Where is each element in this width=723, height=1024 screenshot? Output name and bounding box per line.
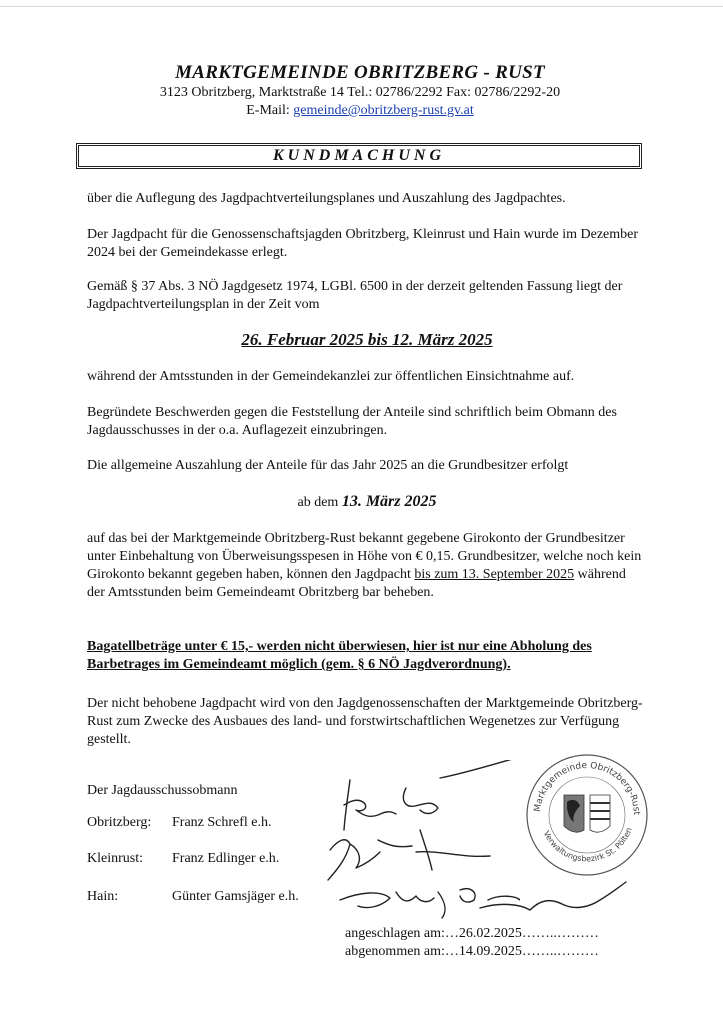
- coat-of-arms-icon: [564, 795, 610, 832]
- signature-row-kleinrust: [87, 851, 279, 867]
- posted-date-line: angeschlagen am:…26.02.2025……..………: [345, 926, 599, 941]
- removed-date-line: abgenommen am:…14.09.2025……..………: [345, 944, 599, 959]
- email-line: [60, 102, 660, 120]
- signature-location: Hain:: [87, 889, 119, 904]
- bank-transfer-text-2: während der Amtsstunden beim Gemeindeamt Obritzberg bar beheben.: [87, 567, 626, 600]
- cash-collection-deadline: bis zum 13. September 2025: [414, 567, 575, 582]
- address-line: 3123 Obritzberg, Marktstraße 14 Tel.: 02786/2292 Fax: 02786/2292-20: [159, 85, 561, 100]
- handwritten-signature-extra: [470, 880, 630, 920]
- announcement-heading: KUNDMACHUNG: [76, 143, 642, 169]
- payout-date-line: [87, 493, 647, 511]
- stamp-text-bottom: Verwaltungsbezirk St. Pölten: [541, 826, 634, 864]
- paragraph-objections: Begründete Beschwerden gegen die Feststellung der Anteile sind schriftlich beim Obmann des Jagdausschusses in der o.a. Auflagezeit einzubringen.: [87, 405, 617, 438]
- bank-transfer-text-1: auf das bei der Marktgemeinde Obritzberg-Rust bekannt gegebene Girokonto der Grundbesitzer unter Einbehaltung von Überweisungsspesen in Höhe von € 0,15. Grundbesitzer, welche noch kein Girokonto bekannt gegeben haben, können den Jagdpacht: [87, 531, 642, 582]
- payout-date: 13. März 2025: [341, 493, 437, 510]
- municipality-title: MARKTGEMEINDE OBRITZBERG - RUST: [175, 62, 545, 83]
- paragraph-legal-basis: Gemäß § 37 Abs. 3 NÖ Jagdgesetz 1974, LGBl. 6500 in der derzeit geltenden Fassung liegt der Jagdpachtverteilungsplan in der Zeit vom: [87, 279, 623, 312]
- paragraph-inspection: während der Amtsstunden in der Gemeindekanzlei zur öffentlichen Einsichtnahme auf.: [87, 369, 575, 384]
- signature-row-hain: [87, 889, 299, 905]
- payout-date-prefix: ab dem: [297, 495, 342, 510]
- signature-name: Günter Gamsjäger e.h.: [172, 889, 299, 904]
- signature-row-obritzberg: [87, 815, 272, 831]
- letterhead: [60, 62, 660, 120]
- signature-name: Franz Edlinger e.h.: [172, 851, 280, 866]
- official-stamp: [522, 750, 652, 880]
- paragraph-payout: Die allgemeine Auszahlung der Anteile für das Jahr 2025 an die Grundbesitzer erfolgt: [87, 458, 569, 473]
- paragraph-bank-transfer: [87, 530, 647, 602]
- stamp-text-top: Marktgemeinde Obritzberg-Rust: [533, 760, 642, 816]
- paragraph-lease-deposit: Der Jagdpacht für die Genossenschaftsjagden Obritzberg, Kleinrust und Hain wurde im Dezember 2024 bei der Gemeindekasse erlegt.: [87, 227, 639, 260]
- email-link[interactable]: gemeinde@obritzberg-rust.gv.at: [293, 103, 474, 118]
- intro-paragraph: über die Auflegung des Jagdpachtverteilungsplanes und Auszahlung des Jagdpachtes.: [87, 191, 566, 206]
- paragraph-small-amounts: Bagatellbeträge unter € 15,- werden nicht überwiesen, hier ist nur eine Abholung des Barbetrages im Gemeindeamt möglich (gem. § 6 NÖ Jagdverordnung).: [87, 639, 592, 672]
- top-border-line: [0, 6, 723, 7]
- email-prefix: E-Mail:: [246, 103, 294, 118]
- signature-name: Franz Schrefl e.h.: [172, 815, 272, 830]
- signature-location: Obritzberg:: [87, 815, 152, 830]
- signatory-role: Der Jagdausschussobmann: [87, 783, 238, 798]
- signature-location: Kleinrust:: [87, 851, 143, 866]
- paragraph-unclaimed: Der nicht behobene Jagdpacht wird von den Jagdgenossenschaften der Marktgemeinde Obritzberg-Rust zum Zwecke des Ausbaues des land- und forstwirtschaftlichen Wegenetzes zur Verfügung gestellt.: [87, 696, 643, 747]
- display-period-date: 26. Februar 2025 bis 12. März 2025: [241, 330, 493, 349]
